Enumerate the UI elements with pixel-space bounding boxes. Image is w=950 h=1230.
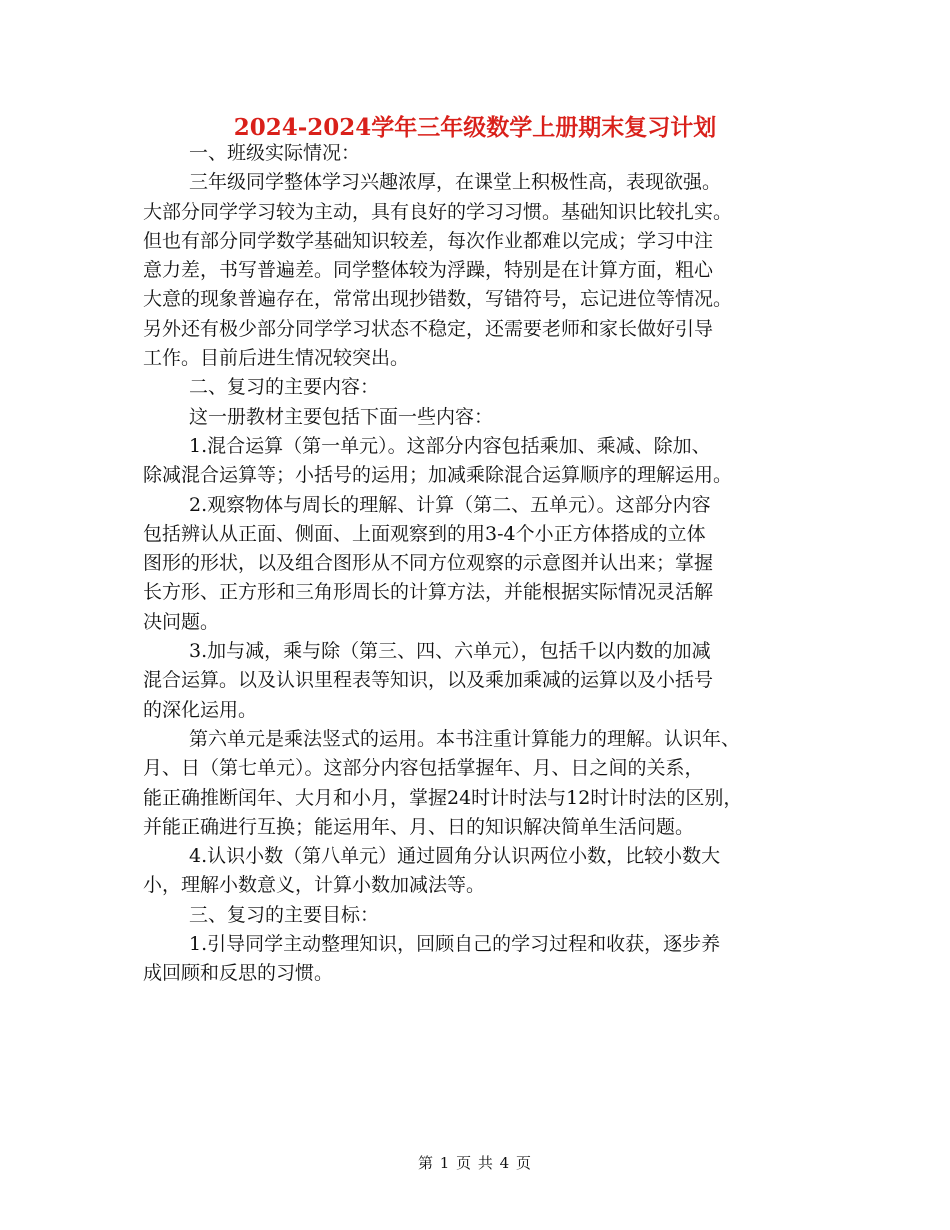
text-line: 月、日（第七单元）。这部分内容包括掌握年、月、日之间的关系，: [143, 757, 704, 780]
document-body: [143, 139, 833, 989]
text-line: 决问题。: [143, 610, 220, 633]
text-line: 图形的形状，以及组合图形从不同方位观察的示意图并认出来；掌握: [143, 552, 714, 575]
text-line: 大意的现象普遍存在，常常出现抄错数，写错符号，忘记进位等情况。: [143, 288, 733, 311]
text-line: 工作。目前后进生情况较突出。: [143, 347, 410, 370]
text-line: 4.认识小数（第八单元）通过圆角分认识两位小数，比较小数大: [189, 845, 721, 868]
text-line: 2.观察物体与周长的理解、计算（第二、五单元）。这部分内容: [189, 493, 711, 516]
text-line: 这一册教材主要包括下面一些内容：: [189, 405, 494, 428]
text-line: 意力差，书写普遍差。同学整体较为浮躁，特别是在计算方面，粗心: [143, 259, 714, 282]
text-line: 1.引导同学主动整理知识，回顾自己的学习过程和收获，逐步养: [189, 933, 721, 956]
text-line: 二、复习的主要内容：: [189, 376, 380, 399]
text-line: 能正确推断闰年、大月和小月，掌握24时计时法与12时计时法的区别，: [143, 786, 743, 809]
text-line: 另外还有极少部分同学学习状态不稳定，还需要老师和家长做好引导: [143, 317, 714, 340]
page-number-footer: 第 1 页 共 4 页: [418, 1154, 532, 1172]
document-title: 2024-2024学年三年级数学上册期末复习计划: [233, 114, 717, 141]
text-line: 长方形、正方形和三角形周长的计算方法，并能根据实际情况灵活解: [143, 581, 714, 604]
text-line: 包括辨认从正面、侧面、上面观察到的用3-4个小正方体搭成的立体: [143, 522, 706, 545]
text-line: 的深化运用。: [143, 698, 258, 721]
text-line: 1.混合运算（第一单元）。这部分内容包括乘加、乘减、除加、: [189, 434, 711, 457]
text-line: 三、复习的主要目标：: [189, 903, 380, 926]
text-line: 大部分同学学习较为主动，具有良好的学习习惯。基础知识比较扎实。: [143, 200, 733, 223]
text-line: 三年级同学整体学习兴趣浓厚，在课堂上积极性高，表现欲强。: [189, 171, 722, 194]
text-line: 混合运算。以及认识里程表等知识，以及乘加乘减的运算以及小括号: [143, 669, 714, 692]
text-line: 第六单元是乘法竖式的运用。本书注重计算能力的理解。认识年、: [189, 727, 741, 750]
text-line: 除减混合运算等；小括号的运用；加减乘除混合运算顺序的理解运用。: [143, 464, 733, 487]
text-line: 成回顾和反思的习惯。: [143, 962, 334, 985]
text-line: 小，理解小数意义，计算小数加减法等。: [143, 874, 486, 897]
text-line: 并能正确进行互换；能运用年、月、日的知识解决简单生活问题。: [143, 815, 695, 838]
text-line: 但也有部分同学数学基础知识较差，每次作业都难以完成；学习中注: [143, 229, 714, 252]
text-line: 一、班级实际情况：: [189, 142, 361, 164]
text-line: 3.加与减，乘与除（第三、四、六单元），包括千以内数的加减: [189, 640, 711, 663]
